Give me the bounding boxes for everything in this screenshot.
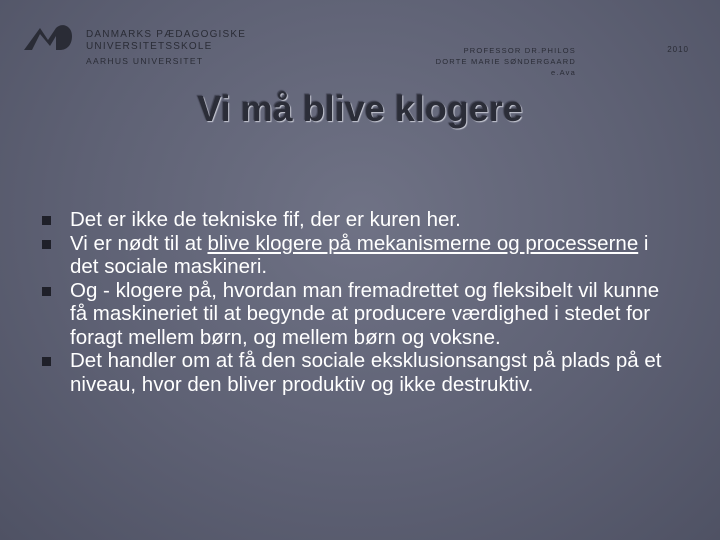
square-bullet-icon <box>42 357 51 366</box>
university-logo-icon <box>22 22 76 54</box>
bullet-text: Det er ikke de tekniske fif, der er kuren her. <box>70 208 461 231</box>
bullet-text: Og - klogere på, hvordan man fremadrettet og fleksibelt vil kunne få maskineriet til at begynde at producere værdighed i stedet for foragt mellem børn, og mellem børn og voksne. <box>70 278 660 349</box>
organization-name <box>86 29 246 67</box>
bullet-item <box>40 208 680 232</box>
year-label: 2010 <box>667 45 689 54</box>
bullet-list <box>40 208 680 396</box>
author-line-2: DORTE MARIE SØNDERGAARD <box>435 57 576 66</box>
org-line-3: AARHUS UNIVERSITET <box>86 56 204 66</box>
square-bullet-icon <box>42 216 51 225</box>
bullet-text-after: i det sociale maskineri. <box>70 231 649 278</box>
author-line-1: PROFESSOR DR.PHILOS <box>463 46 576 55</box>
slide-title: Vi må blive klogere <box>197 88 523 129</box>
bullet-text-before: Vi er nødt til at <box>70 231 208 255</box>
org-line-1: DANMARKS PÆDAGOGISKE <box>86 29 247 40</box>
bullet-item <box>40 349 680 396</box>
bullet-underlined-text: blive klogere på mekanismerne og processerne <box>207 231 639 255</box>
bullet-item <box>40 232 680 279</box>
bullet-text: Det handler om at få den sociale eksklusionsangst på plads på et niveau, hvor den bliver produktiv og ikke destruktiv. <box>70 349 662 396</box>
author-block <box>436 45 576 78</box>
square-bullet-icon <box>42 240 51 249</box>
bullet-item <box>40 279 680 350</box>
org-line-2: UNIVERSITETSSKOLE <box>86 41 213 52</box>
square-bullet-icon <box>42 287 51 296</box>
author-line-3: e.Ava <box>550 68 576 77</box>
